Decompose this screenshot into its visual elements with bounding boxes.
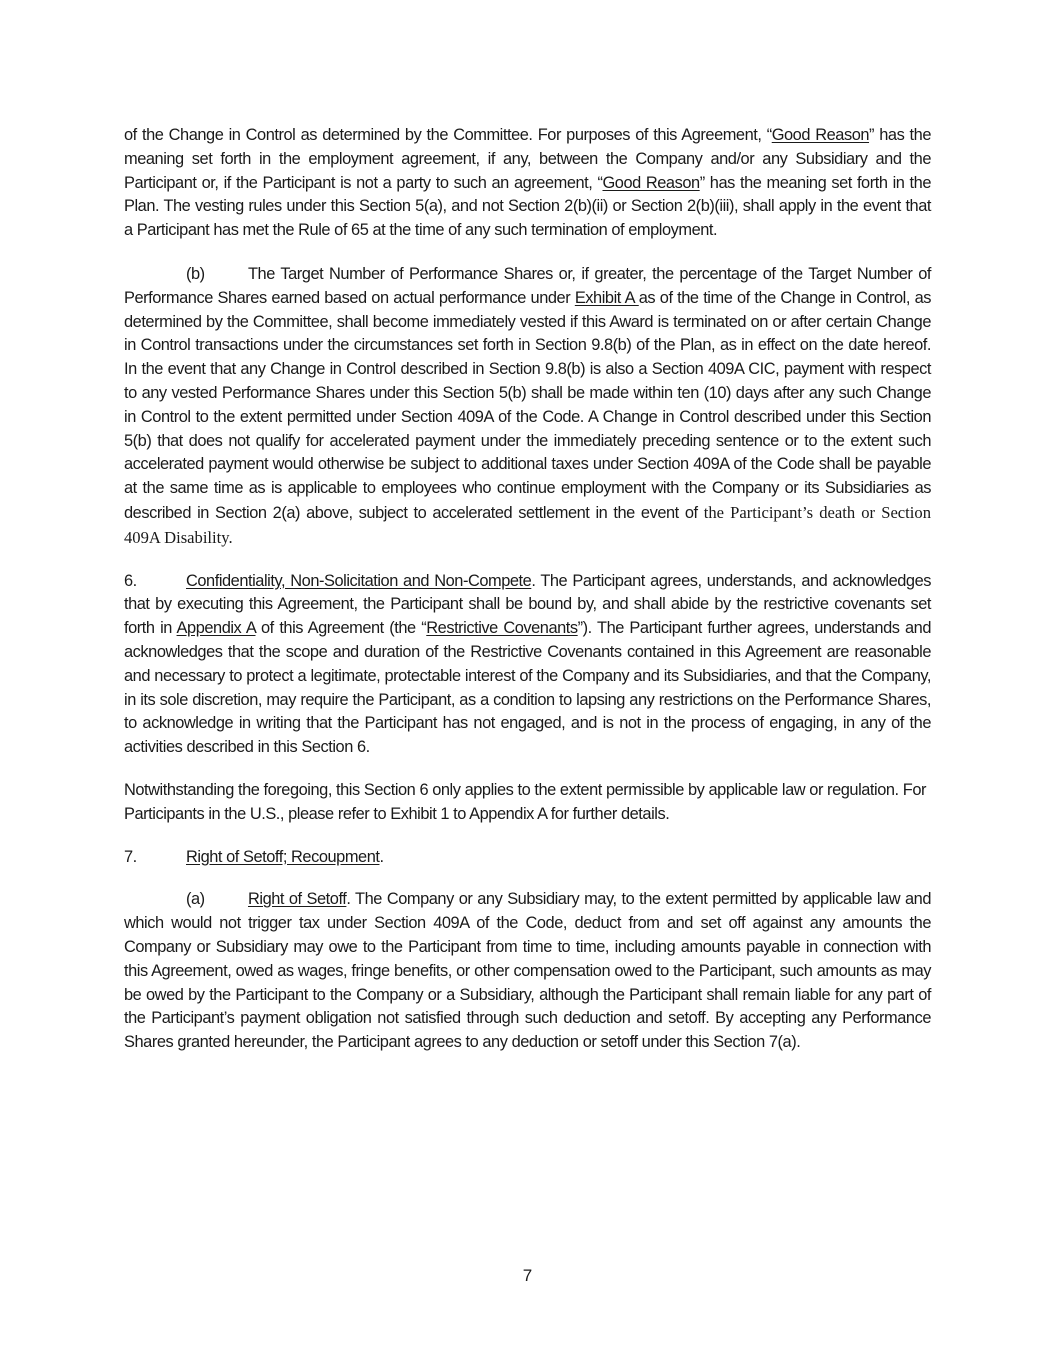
paragraph-spacer — [124, 869, 931, 888]
section-7-heading: 7. Right of Setoff; Recoupment. — [124, 846, 931, 870]
section-7a: (a) Right of Setoff. The Company or any Subsidiary may, to the extent permitted by applicable law and which would not trigger tax under Section 409A of the Code, deduct from and set off against any amounts the Company or Subsidiary may owe to the Participant from time to time, including amounts payable in connection with this Agreement, owed as wages, fringe benefits, or other compensation owed to the Participant, such amounts as may be owed by the Participant to the Company or a Subsidiary, although the Participant shall remain liable for any part of the Participant’s payment obligation not satisfied through such deduction and setoff. By accepting any Performance Shares granted hereunder, the Participant agrees to any deduction or setoff under this Section 7(a). — [124, 890, 932, 1052]
paragraph-notwithstanding: Notwithstanding the foregoing, this Section 6 only applies to the extent permissible by applicable law or regulation. For Participants in the U.S., please refer to Exhibit 1 to Appendix A for further details. — [124, 780, 926, 823]
page-number: 7 — [522, 1266, 533, 1285]
paragraph-spacer — [124, 243, 931, 263]
document-page — [124, 124, 931, 1055]
paragraph-spacer — [124, 827, 931, 846]
subsection-heading: Right of Setoff — [248, 890, 347, 909]
defined-term-good-reason: Good Reason — [602, 173, 700, 192]
paragraph-spacer — [124, 551, 931, 570]
exhibit-a-reference: Exhibit A — [574, 288, 639, 307]
section-6: 6. Confidentiality, Non-Solicitation and Non-Compete. The Participant agrees, understands, and acknowledges that by executing this Agreement, the Participant shall be bound by, and shall abide by the restrictive covenants set forth in Appendix A of this Agreement (the “Restrictive Covenants”). The Participant further agrees, understands and acknowledges that the scope and duration of the Restrictive Covenants contained in this Agreement are reasonable and necessary to protect a legitimate, protectable interest of the Company and its Subsidiaries, and that the Company, in its sole discretion, may require the Participant, as a condition to lapsing any restrictions on the Performance Shares, to acknowledge in writing that the Participant has not engaged, and is not in the process of engaging, in any of the activities described in this Section 6. — [124, 571, 931, 757]
section-heading: Confidentiality, Non-Solicitation and Non-Compete — [186, 571, 532, 590]
defined-term-good-reason: Good Reason — [771, 126, 870, 144]
section-heading: Right of Setoff; Recoupment — [186, 847, 380, 866]
paragraph-good-reason: of the Change in Control as determined by the Committee. For purposes of this Agreement, “Good Reason” has the meaning set forth in the employment agreement, if any, between the Company and/or any Subsidiary and the Participant or, if the Participant is not a party to such an agreement, “Good Reason” has the meaning set forth in the Plan. The vesting rules under this Section 5(a), and not Section 2(b)(ii) or Section 2(b)(iii), shall apply in the event that a Participant has met the Rule of 65 at the time of any such termination of employment. — [124, 126, 931, 240]
clause-label: (b) — [186, 264, 205, 283]
defined-term-restrictive-covenants: Restrictive Covenants — [426, 619, 578, 638]
appendix-a-reference: Appendix A — [176, 619, 256, 638]
section-number: 6. — [124, 571, 137, 590]
paragraph-5b: (b) The Target Number of Performance Shares or, if greater, the percentage of the Target Number of Performance Shares earned based on actual performance under Exhibit A as of the time of the Change in Control, as determined by the Committee, shall become immediately vested if this Award is terminated on or after certain Change in Control transactions under the circumstances set forth in Section 9.8(b) of the Plan, as in effect on the date hereof. In the event that any Change in Control described in Section 9.8(b) is also a Section 409A CIC, payment with respect to any vested Performance Shares under this Section 5(b) shall be made within ten (10) days after any such Change in Control to the extent permitted under Section 409A of the Code. A Change in Control described under this Section 5(b) that does not qualify for accelerated payment under the immediately preceding sentence or to the extent such accelerated payment would otherwise be subject to additional taxes under Section 409A of the Code shall be payable at the same time as is applicable to employees who continue employment with the Company or its Subsidiaries as described in Section 2(a) above, subject to accelerated settlement in the event of the Participant’s death or Section 409A Disability. — [124, 264, 931, 547]
paragraph-spacer — [124, 760, 931, 779]
clause-label: (a) — [186, 890, 205, 909]
section-number: 7. — [124, 847, 137, 866]
